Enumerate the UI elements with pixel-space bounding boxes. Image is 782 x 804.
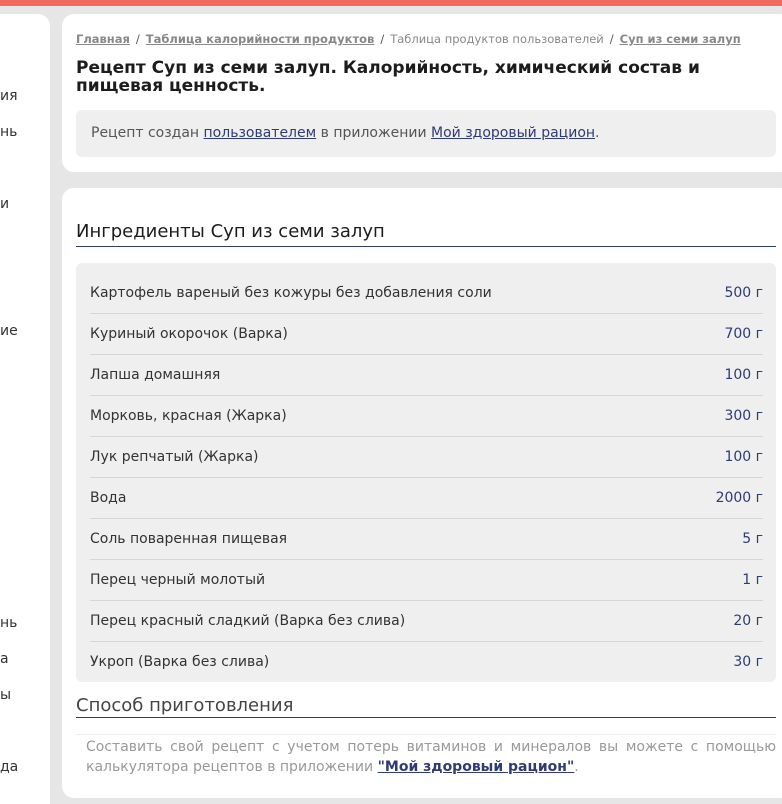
method-app-link[interactable]: "Мой здоровый рацион" xyxy=(377,759,575,775)
ingredient-name: Вода xyxy=(90,490,127,506)
sidebar-item[interactable]: ие xyxy=(0,323,18,339)
ingredient-amount: 300 г xyxy=(724,408,763,424)
method-text-body: Составить свой рецепт с учетом потерь витаминов и минералов вы можете с помощью калькулятора рецептов в приложении xyxy=(86,739,776,775)
ingredient-name: Перец черный молотый xyxy=(90,572,266,588)
user-link[interactable]: пользователем xyxy=(203,125,317,141)
breadcrumb-separator: / xyxy=(609,32,614,46)
notice-prefix: Рецепт создан xyxy=(91,125,204,141)
ingredient-name: Укроп (Варка без слива) xyxy=(90,654,270,670)
ingredient-row xyxy=(90,273,763,314)
ingredient-row xyxy=(90,478,763,519)
header-card xyxy=(62,14,782,172)
ingredient-amount: 20 г xyxy=(733,613,763,629)
ingredient-row xyxy=(90,314,763,355)
method-suffix: . xyxy=(574,759,579,775)
sidebar-item[interactable]: нь xyxy=(0,124,18,140)
breadcrumb-calorie-table[interactable]: Таблица калорийности продуктов xyxy=(145,32,375,46)
ingredient-amount: 100 г xyxy=(724,449,763,465)
ingredient-row xyxy=(90,601,763,642)
ingredient-name: Морковь, красная (Жарка) xyxy=(90,408,287,424)
ingredient-row xyxy=(90,355,763,396)
app-link[interactable]: Мой здоровый рацион xyxy=(431,125,596,141)
top-accent-bar xyxy=(0,0,782,6)
breadcrumb xyxy=(76,32,741,46)
sidebar-item[interactable]: и xyxy=(0,196,10,212)
sidebar-item[interactable]: да xyxy=(0,759,19,775)
sidebar-item[interactable]: ы xyxy=(0,687,12,703)
ingredients-title: Ингредиенты Суп из семи залуп xyxy=(76,221,776,247)
ingredient-row xyxy=(90,560,763,601)
ingredient-amount: 500 г xyxy=(724,285,763,301)
ingredient-row xyxy=(90,519,763,560)
ingredient-amount: 2000 г xyxy=(715,490,763,506)
method-title: Способ приготовления xyxy=(76,695,776,718)
notice-suffix: . xyxy=(595,125,600,141)
ingredient-name: Куриный окорочок (Варка) xyxy=(90,326,288,342)
recipe-notice xyxy=(76,110,776,157)
sidebar-item[interactable]: нь xyxy=(0,615,18,631)
breadcrumb-separator: / xyxy=(380,32,385,46)
ingredient-name: Лапша домашняя xyxy=(90,367,221,383)
ingredient-amount: 5 г xyxy=(742,531,763,547)
ingredients-list xyxy=(76,263,776,682)
breadcrumb-separator: / xyxy=(135,32,140,46)
ingredient-row xyxy=(90,437,763,478)
ingredient-name: Перец красный сладкий (Варка без слива) xyxy=(90,613,406,629)
ingredient-amount: 1 г xyxy=(742,572,763,588)
ingredient-name: Лук репчатый (Жарка) xyxy=(90,449,259,465)
sidebar-item[interactable]: а xyxy=(0,651,9,667)
ingredient-name: Картофель вареный без кожуры без добавления соли xyxy=(90,285,492,301)
sidebar-item[interactable]: ия xyxy=(0,88,18,104)
ingredients-card xyxy=(62,188,782,798)
ingredient-row xyxy=(90,396,763,437)
ingredient-amount: 700 г xyxy=(724,326,763,342)
breadcrumb-current[interactable]: Суп из семи залуп xyxy=(619,32,741,46)
ingredient-row xyxy=(90,642,763,683)
notice-middle: в приложении xyxy=(316,125,432,141)
ingredient-name: Соль поваренная пищевая xyxy=(90,531,288,547)
breadcrumb-home[interactable]: Главная xyxy=(76,32,130,46)
method-text xyxy=(76,734,776,777)
ingredient-amount: 100 г xyxy=(724,367,763,383)
ingredient-amount: 30 г xyxy=(733,654,763,670)
breadcrumb-user-products: Таблица продуктов пользователей xyxy=(390,32,604,46)
page-title: Рецепт Суп из семи залуп. Калорийность, химический состав и пищевая ценность. xyxy=(76,58,700,96)
sidebar xyxy=(0,14,50,804)
